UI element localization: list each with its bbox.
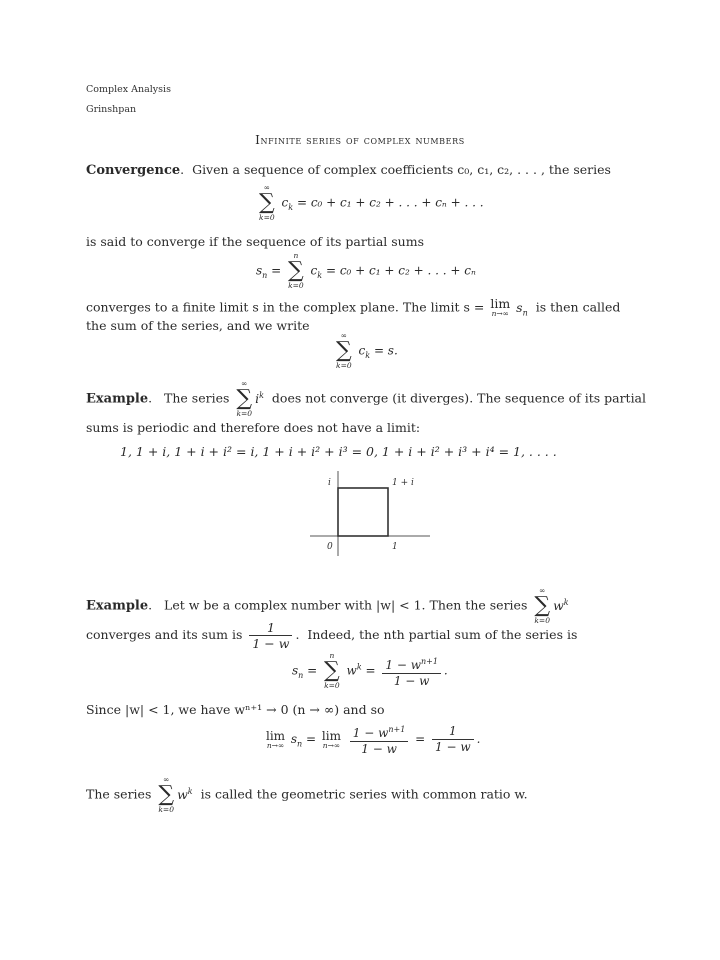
partial-sum-expansion: c₀ + c₁ + c₂ + . . . + cₙ <box>339 263 476 278</box>
partial-sums-intro: is said to converge if the sequence of its partial sums <box>86 234 425 249</box>
label-zero: 0 <box>327 542 333 552</box>
geom-text-a: The series <box>86 786 152 802</box>
example2-sum-line: converges and its sum is $\frac{1}{1 - w}$ . Indeed, the nth partial sum of the series is <box>86 620 578 651</box>
example2-text-c: Indeed, the nth partial sum of the series is <box>307 627 578 642</box>
example2-heading: Example <box>86 598 149 614</box>
author-name: Grinshpan <box>86 104 137 115</box>
partial-sums-sequence: 1, 1 + i, 1 + i + i² = i, 1 + i + i² + i³ = 0, 1 + i + i² + i³ + i⁴ = 1, . . . . <box>120 444 557 459</box>
geometric-partial-sum: $s_n$ = n ∑ k=0 $w^k$ = $\frac{1 - w^{n+1}}{1 - w}$ . <box>292 651 448 690</box>
label-one-plus-i: 1 + i <box>392 478 414 488</box>
label-one: 1 <box>392 542 398 552</box>
limit-text-b: is then called <box>535 299 621 315</box>
limit-equation: lim n→∞ $s_n$ = lim n→∞ $\frac{1 - w^{n+1}}{1 - w}$ = $\frac{1}{1 - w}$ . <box>266 724 481 756</box>
partial-sums-figure <box>305 466 445 562</box>
course-name: Complex Analysis <box>86 84 171 95</box>
partial-sum-equation: $s_n$ = n ∑ k=0 $c_k = c_0 + c_1 + c_2$ + . . . + cₙ <box>256 251 476 290</box>
series-expansion: c₀ + c₁ + c₂ + . . . + cₙ + . . . <box>310 195 484 210</box>
example2-line: Example. Let w be a complex number with |w| < 1. Then the series ∞ ∑ k=0 $w^k$ <box>86 586 569 625</box>
geometric-series-line: The series ∞ ∑ k=0 $w^k$ is called the geometric series with common ratio w. <box>86 775 528 814</box>
label-i: i <box>328 478 331 488</box>
sum-line: the sum of the series, and we write <box>86 318 310 333</box>
example1-text-c: sums is periodic and therefore does not have a limit: <box>86 420 421 435</box>
page-title: Infinite series of complex numbers <box>255 133 465 147</box>
square-path <box>338 488 388 536</box>
example1-line: Example. The series ∞ ∑ k=0 $i^k$ does not converge (it diverges). The sequence of its partial <box>86 379 647 418</box>
convergence-heading: Convergence <box>86 163 181 178</box>
sum-equals-s: ∞ ∑ k=0 $c_k = s$. <box>336 331 398 370</box>
series-equation: ∞ ∑ k=0 $c_k = c_0 + c_1 + c_2$ + . . . + cₙ + . . . <box>259 183 484 222</box>
example2-text-a: Let w be a complex number with |w| < 1. Then the series <box>164 597 528 613</box>
since-line: Since |w| < 1, we have wⁿ⁺¹ → 0 (n → ∞) and so <box>86 702 385 717</box>
example1-heading: Example <box>86 391 149 407</box>
limit-line: converges to a finite limit s in the complex plane. The limit s = lim n→∞ $s_n$ is then called <box>86 296 621 318</box>
example1-text-b: does not converge (it diverges). The sequence of its partial <box>271 390 647 406</box>
example1-text-a: The series <box>164 390 230 406</box>
example2-text-b: converges and its sum is <box>86 627 243 642</box>
convergence-intro: Given a sequence of complex coefficients c₀, c₁, c₂, . . . , the series <box>192 162 611 177</box>
limit-text-a: converges to a finite limit s in the complex plane. The limit s = <box>86 299 485 315</box>
geom-text-b: is called the geometric series with common ratio w. <box>200 786 528 802</box>
convergence-intro-line: Convergence. Given a sequence of complex coefficients c₀, c₁, c₂, . . . , the series <box>86 162 611 178</box>
